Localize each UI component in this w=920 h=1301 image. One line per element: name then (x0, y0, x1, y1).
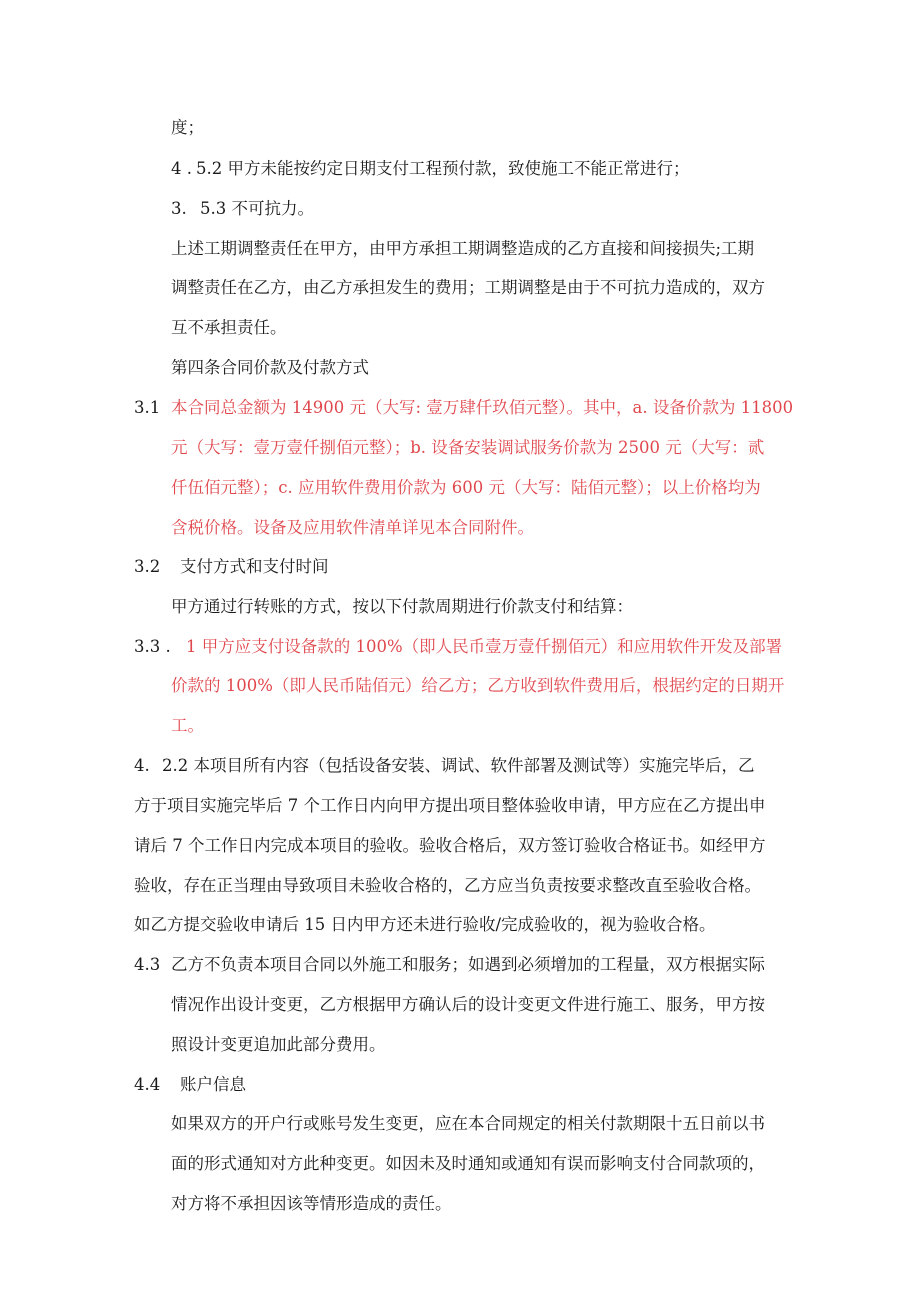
line-text: 2.2 本项目所有内容（包括设备安装、调试、软件部署及测试等）实施完毕后，乙 (162, 756, 755, 775)
line-text: 元（大写：壹万壹仟捌佰元整）；b. 设备安装调试服务价款为 2500 元（大写：贰 (171, 438, 765, 457)
line-text: 上述工期调整责任在甲方，由甲方承担工期调整造成的乙方直接和间接损失;工期 (171, 239, 755, 258)
line-text: 仟伍佰元整）；c. 应用软件费用价款为 600 元（大写：陆佰元整）；以上价格均为 (171, 478, 761, 497)
clause-number: 3.1 (134, 398, 161, 417)
line-text: 请后 7 个工作日内完成本项目的验收。验收合格后，双方签订验收合格证书。如经甲方 (134, 836, 766, 855)
line-text: 方于项目实施完毕后 7 个工作日内向甲方提出项目整体验收申请，甲方应在乙方提出申 (134, 796, 766, 815)
line-text: 度； (171, 118, 204, 137)
clause-number: 3.2 (134, 557, 161, 576)
line-text: 工。 (171, 716, 204, 735)
line-text: 调整责任在乙方，由乙方承担发生的费用；工期调整是由于不可抗力造成的，双方 (171, 278, 765, 297)
clause-number: 4 . (171, 159, 192, 178)
line-text: 第四条合同价款及付款方式 (171, 358, 369, 377)
line-text: 5.2 甲方未能按约定日期支付工程预付款，致使施工不能正常进行； (196, 159, 690, 178)
clause-number: 4. (134, 756, 150, 775)
line-text: 支付方式和支付时间 (180, 557, 329, 576)
line-text: 照设计变更追加此部分费用。 (171, 1035, 386, 1054)
line-text: 互不承担责任。 (171, 318, 287, 337)
line-text: 如乙方提交验收申请后 15 日内甲方还未进行验收/完成验收的，视为验收合格。 (134, 915, 716, 934)
line-text: 价款的 100%（即人民币陆佰元）给乙方；乙方收到软件费用后，根据约定的日期开 (171, 676, 785, 695)
clause-number: 4.3 (134, 955, 161, 974)
line-text: 乙方不负责本项目合同以外施工和服务；如遇到必须增加的工程量，双方根据实际 (171, 955, 765, 974)
clause-number: 4.4 (134, 1075, 161, 1094)
line-text: 账户信息 (180, 1075, 246, 1094)
line-text: 5.3 不可抗力。 (200, 199, 314, 218)
line-text: 验收，存在正当理由导致项目未验收合格的，乙方应当负责按要求整改直至验收合格。 (134, 876, 761, 895)
line-text: 甲方通过行转账的方式，按以下付款周期进行价款支付和结算： (171, 597, 633, 616)
clause-number: 3.3 . (134, 637, 171, 656)
line-text: 1 甲方应支付设备款的 100%（即人民币壹万壹仟捌佰元）和应用软件开发及部署 (186, 637, 783, 656)
clause-number: 3. (171, 199, 187, 218)
line-text: 含税价格。设备及应用软件清单详见本合同附件。 (171, 518, 534, 537)
line-text: 本合同总金额为 14900 元（大写: 壹万肆仟玖佰元整）。其中，a. 设备价款为 11800 (171, 398, 794, 417)
line-text: 情况作出设计变更，乙方根据甲方确认后的设计变更文件进行施工、服务，甲方按 (171, 995, 765, 1014)
line-text: 对方将不承担因该等情形造成的责任。 (171, 1194, 452, 1213)
line-text: 面的形式通知对方此种变更。如因未及时通知或通知有误而影响支付合同款项的， (171, 1154, 765, 1173)
line-text: 如果双方的开户行或账号发生变更，应在本合同规定的相关付款期限十五日前以书 (171, 1114, 765, 1133)
